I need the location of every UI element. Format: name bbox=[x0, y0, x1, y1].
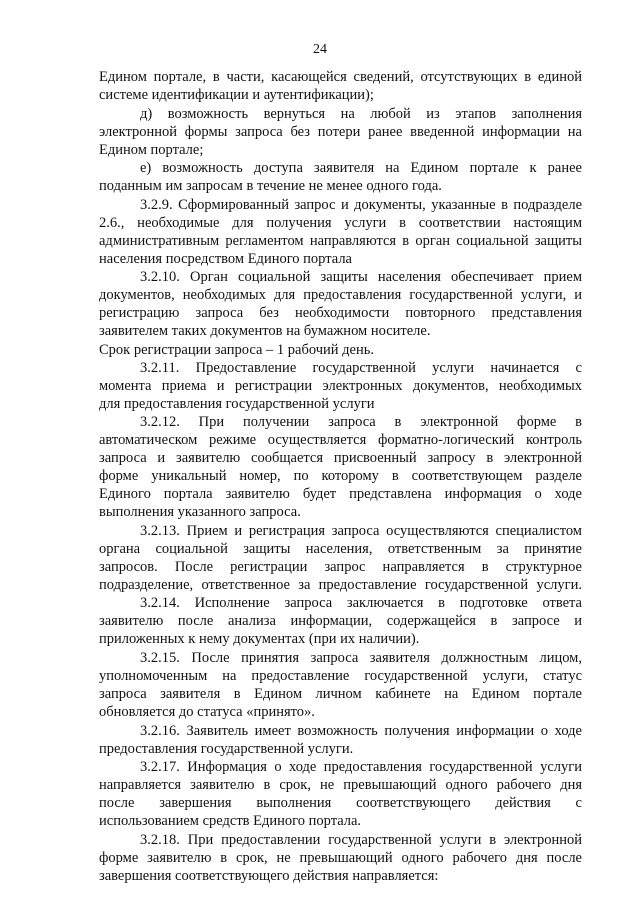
text-line: предоставления государственной услуги. bbox=[99, 741, 354, 757]
text-line: поданным им запросам в течение не менее одного года. bbox=[99, 178, 442, 194]
text-line: административным регламентом направляются в орган социальной защиты bbox=[99, 233, 582, 249]
text-line: 2.6., необходимые для получения услуги в соответствии настоящим bbox=[99, 215, 582, 231]
text-line: населения посредством Единого портала bbox=[99, 251, 352, 267]
text-line: Единого портала заявителю будет представлена информация о ходе bbox=[99, 486, 582, 502]
text-line: форме уникальный номер, по которому в соответствующем разделе bbox=[99, 468, 582, 484]
text-line: 3.2.18. При предоставлении государственной услуги в электронной bbox=[140, 832, 582, 848]
text-line: приложенных к нему документах (при их наличии). bbox=[99, 631, 420, 647]
text-line: 3.2.11. Предоставление государственной услуги начинается с bbox=[140, 360, 582, 376]
text-line: д) возможность вернуться на любой из этапов заполнения bbox=[140, 106, 582, 122]
text-line: регистрацию запроса без необходимости повторного представления bbox=[99, 305, 582, 321]
text-line: 3.2.14. Исполнение запроса заключается в подготовке ответа bbox=[140, 595, 582, 611]
text-line: 3.2.17. Информация о ходе предоставления государственной услуги bbox=[140, 759, 582, 775]
text-line: е) возможность доступа заявителя на Едином портале к ранее bbox=[140, 160, 582, 176]
text-line: запросов. После регистрации запрос направляется в структурное bbox=[99, 559, 582, 575]
text-line: уполномоченным на предоставление государственной услуги, статус bbox=[99, 668, 582, 684]
text-line: форме заявителю в срок, не превышающий одного рабочего дня после bbox=[99, 850, 582, 866]
text-line: заявителем таких документов на бумажном носителе. bbox=[99, 323, 431, 339]
text-line: направляется заявителю в срок, не превышающий одного рабочего дня bbox=[99, 777, 582, 793]
text-line: завершения соответствующего действия направляется: bbox=[99, 868, 439, 884]
text-line: момента приема и регистрации электронных документов, необходимых bbox=[99, 378, 582, 394]
text-line: Едином портале; bbox=[99, 142, 204, 158]
text-line: обновляется до статуса «принято». bbox=[99, 704, 315, 720]
text-line: 3.2.13. Прием и регистрация запроса осуществляются специалистом bbox=[140, 523, 582, 539]
text-line: системе идентификации и аутентификации); bbox=[99, 87, 374, 103]
text-line: 3.2.10. Орган социальной защиты населения обеспечивает прием bbox=[140, 269, 582, 285]
text-line: 3.2.9. Сформированный запрос и документы, указанные в подразделе bbox=[140, 197, 582, 213]
text-line: Едином портале, в части, касающейся сведений, отсутствующих в единой bbox=[99, 69, 582, 85]
text-line: 3.2.15. После принятия запроса заявителя должностным лицом, bbox=[140, 650, 582, 666]
text-line: выполнения указанного запроса. bbox=[99, 504, 301, 520]
text-line: Срок регистрации запроса – 1 рабочий день. bbox=[99, 342, 374, 358]
text-line: органа социальной защиты населения, ответственным за принятие bbox=[99, 541, 582, 557]
text-line: использованием средств Единого портала. bbox=[99, 813, 362, 829]
text-line: для предоставления государственной услуги bbox=[99, 396, 375, 412]
text-line: подразделение, ответственное за предоставление государственной услуги. bbox=[99, 577, 582, 593]
text-line: электронной формы запроса без потери ранее введенной информации на bbox=[99, 124, 582, 140]
page-number: 24 bbox=[313, 42, 327, 57]
text-line: заявителю после анализа информации, содержащейся в запросе и bbox=[99, 613, 582, 629]
text-line: автоматическом режиме осуществляется форматно-логический контроль bbox=[99, 432, 582, 448]
text-line: 3.2.16. Заявитель имеет возможность получения информации о ходе bbox=[140, 723, 582, 739]
text-line: запроса заявителя в Едином личном кабинете на Едином портале bbox=[99, 686, 582, 702]
text-line: запроса и заявителю сообщается присвоенный запросу в электронной bbox=[99, 450, 582, 466]
text-line: 3.2.12. При получении запроса в электронной форме в bbox=[140, 414, 582, 430]
text-line: документов, необходимых для предоставления государственной услуги, и bbox=[99, 287, 582, 303]
text-line: после завершения выполнения соответствующего действия с bbox=[99, 795, 582, 811]
